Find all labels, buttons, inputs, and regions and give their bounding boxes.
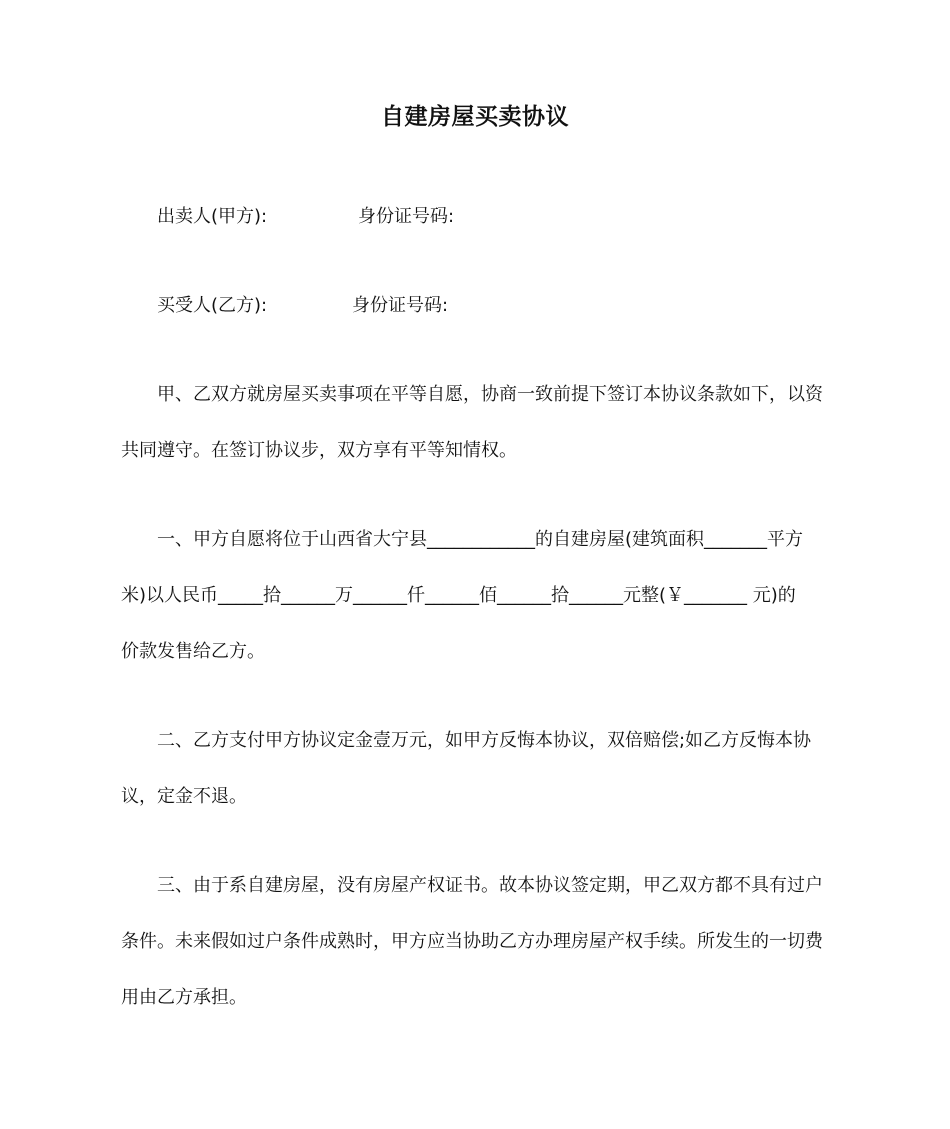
buyer-label: 买受人(乙方):: [157, 295, 268, 316]
clause2-line-2: 议，定金不退。: [121, 786, 247, 807]
clause3-line-1: 三、由于系自建房屋，没有房屋产权证书。故本协议签定期，甲乙双方都不具有过户: [157, 875, 823, 896]
clause2-line-1: 二、乙方支付甲方协议定金壹万元，如甲方反悔本协议，双倍赔偿;如乙方反悔本协: [157, 730, 812, 751]
seller-label: 出卖人(甲方):: [157, 206, 268, 227]
seller-id-label: 身份证号码:: [358, 206, 455, 227]
clause1-line-3: 价款发售给乙方。: [121, 641, 265, 662]
intro-line-2: 共同遵守。在签订协议步，双方享有平等知情权。: [121, 440, 517, 461]
intro-line-1: 甲、乙双方就房屋买卖事项在平等自愿，协商一致前提下签订本协议条款如下，以资: [157, 384, 823, 405]
buyer-id-label: 身份证号码:: [352, 295, 449, 316]
clause1-line-2: 米)以人民币_____拾______万______仟______佰______拾______元整(￥_______ 元)的: [121, 585, 796, 606]
clause1-line-1: 一、甲方自愿将位于山西省大宁县____________的自建房屋(建筑面积_______平方: [157, 529, 804, 550]
clause3-line-3: 用由乙方承担。: [121, 987, 247, 1008]
document-title: 自建房屋买卖协议: [381, 104, 569, 130]
clause3-line-2: 条件。未来假如过户条件成熟时，甲方应当协助乙方办理房屋产权手续。所发生的一切费: [121, 931, 823, 952]
